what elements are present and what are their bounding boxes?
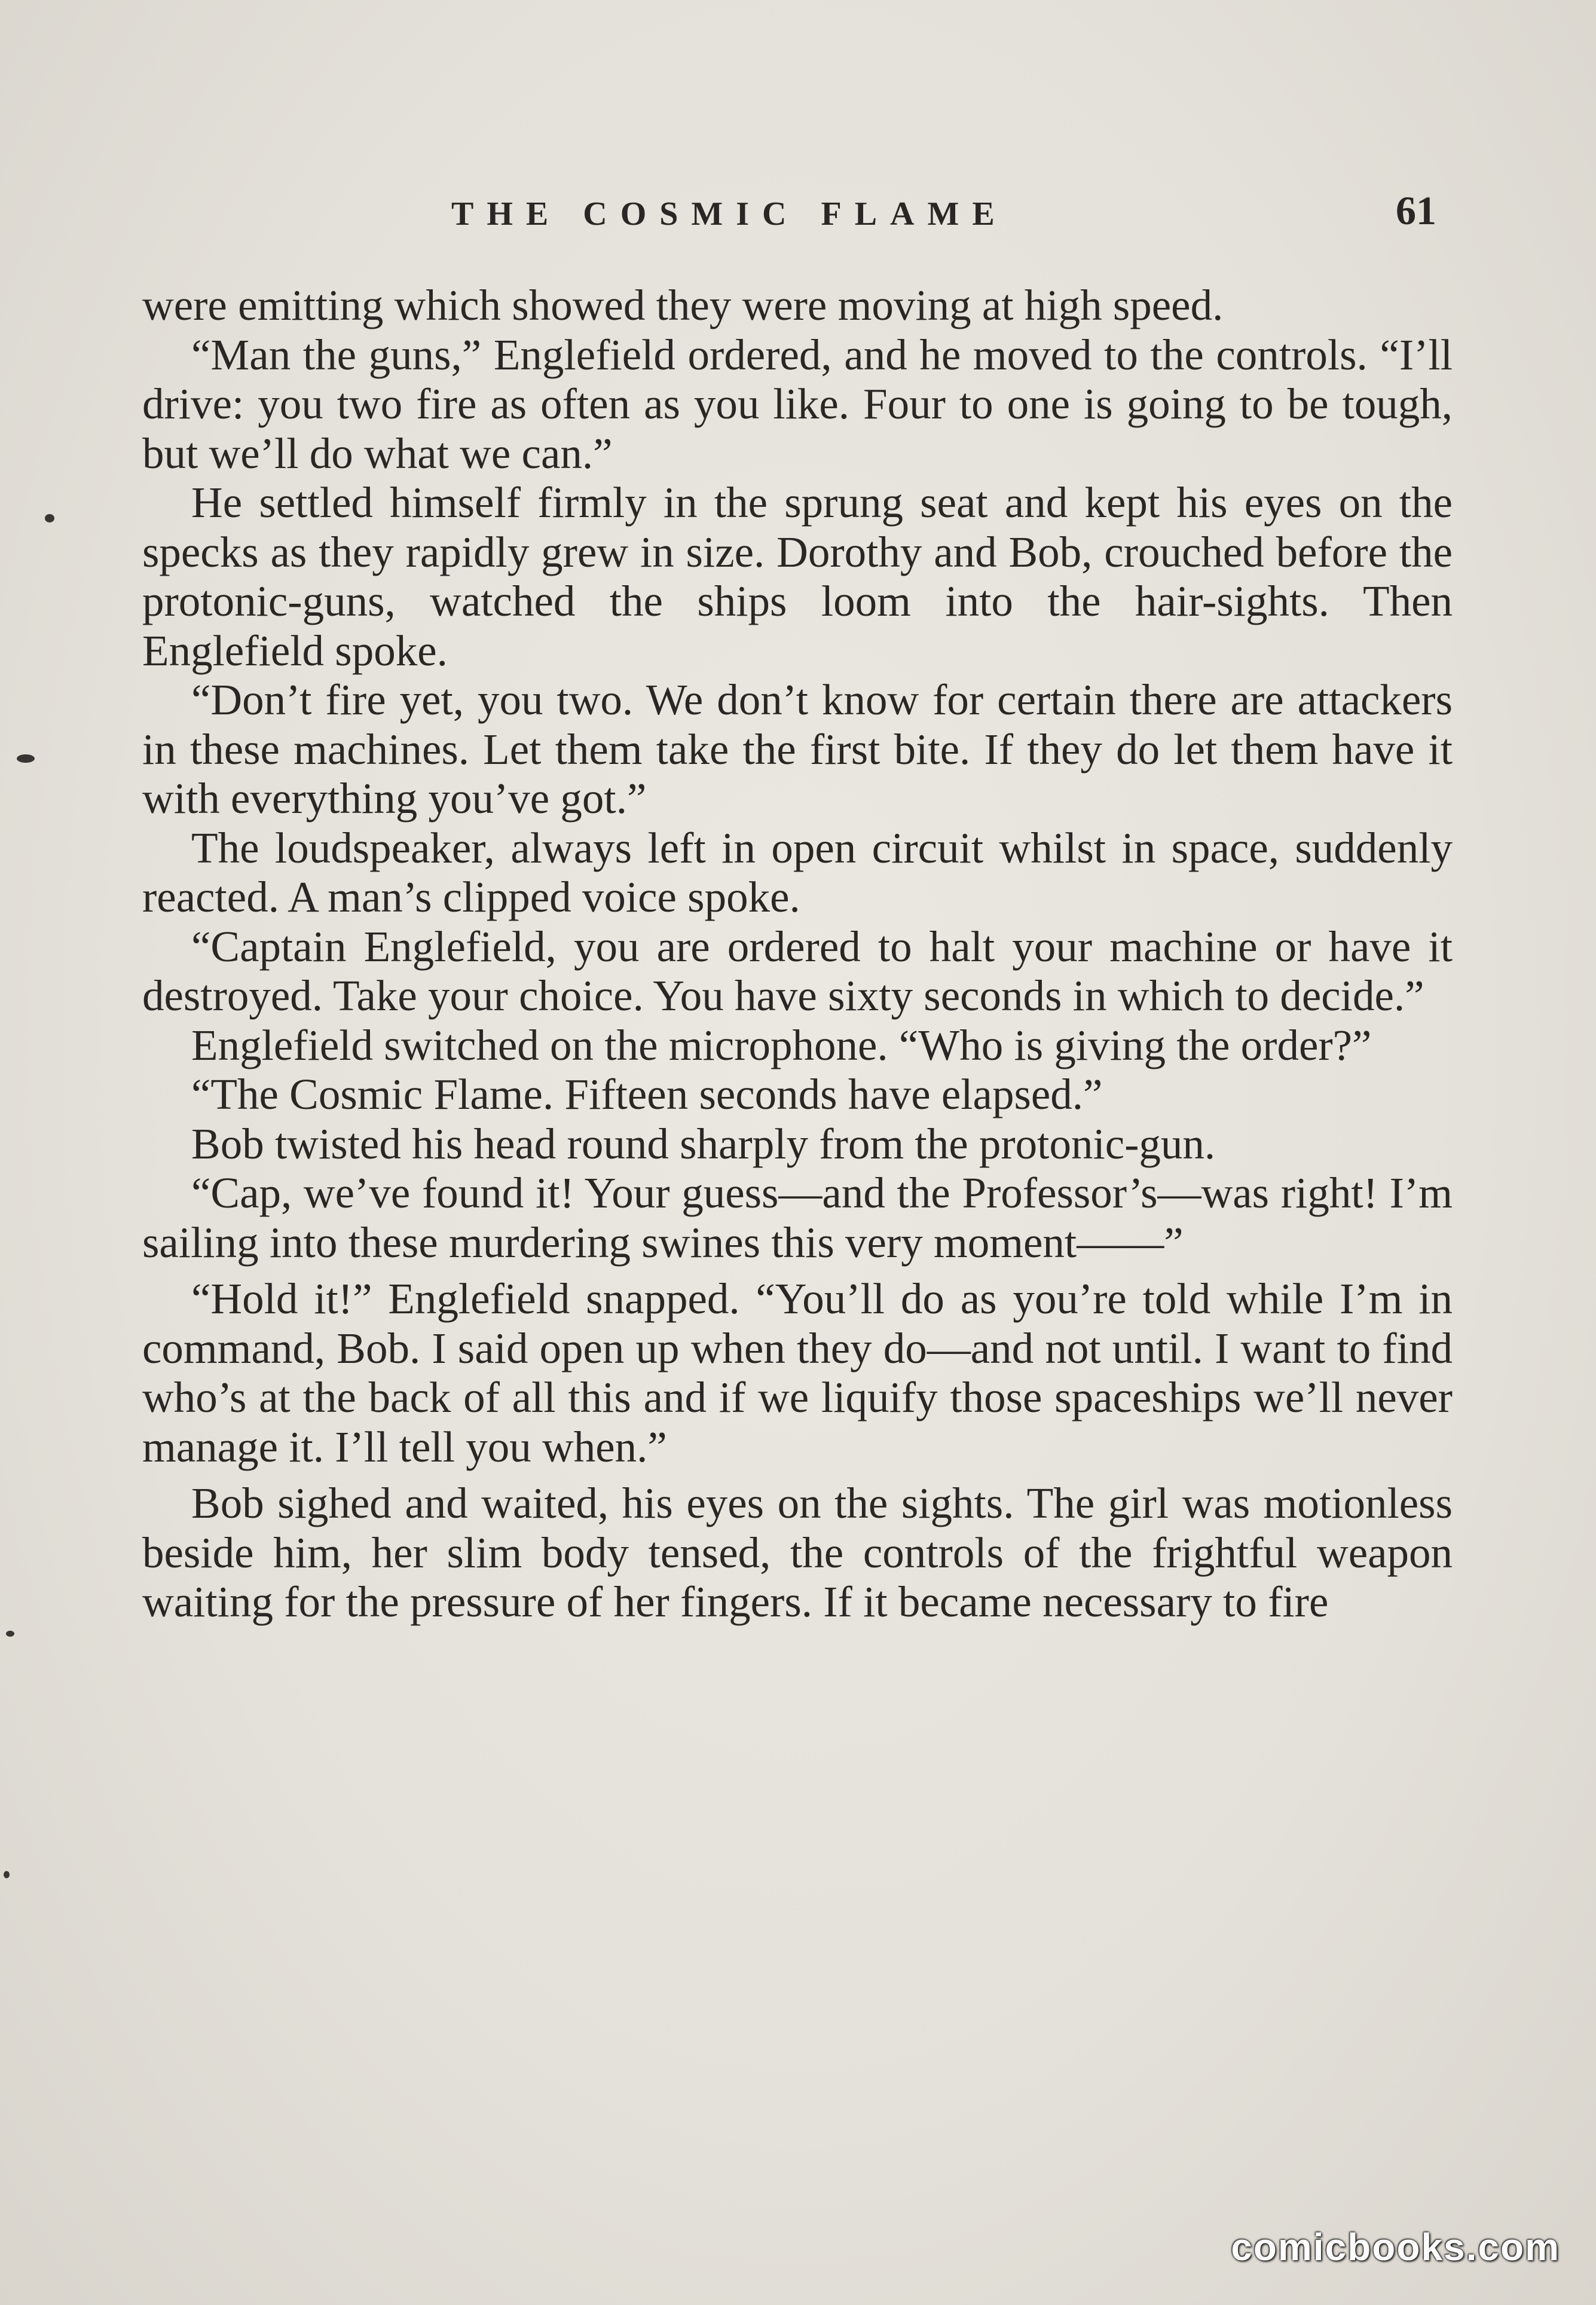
paragraph: Englefield switched on the microphone. “Who is giving the order?” xyxy=(191,1020,1372,1069)
paragraph: “Cap, we’ve found it! Your guess—and the Professor’s—was right! I’m sailing into these murdering swines this very moment——” xyxy=(142,1169,1453,1267)
paragraph: “Man the guns,” Englefield ordered, and he moved to the controls. “I’ll drive: you two fire as often as you like. Four to one is going to be tough, but we’ll do what we can.” xyxy=(142,330,1453,478)
paper-speck xyxy=(4,1871,10,1878)
paragraph: Bob twisted his head round sharply from the protonic-gun. xyxy=(191,1119,1216,1168)
page-header xyxy=(0,190,1596,238)
paragraph: “Don’t fire yet, you two. We don’t know for certain there are attackers in these machines. Let them take the first bite. If they do let them have it with everything you’ve got.” xyxy=(142,675,1453,823)
paragraph: “Captain Englefield, you are ordered to halt your machine or have it destroyed. Take your choice. You have sixty seconds in which to decide.” xyxy=(142,922,1453,1020)
paper-speck xyxy=(45,514,54,522)
paper-speck xyxy=(17,754,35,763)
paper-speck xyxy=(6,1631,14,1637)
paragraph: Bob sighed and waited, his eyes on the sights. The girl was motionless beside him, her slim body tensed, the controls of the frightful weapon waiting for the pressure of her fingers. If it became necessary to fire xyxy=(142,1479,1453,1626)
paragraph: “The Cosmic Flame. Fifteen seconds have elapsed.” xyxy=(191,1070,1103,1118)
paragraph: were emitting which showed they were moving at high speed. xyxy=(142,281,1224,329)
paragraph: He settled himself firmly in the sprung seat and kept his eyes on the specks as they rapidly grew in size. Dorothy and Bob, crouched before the protonic-guns, watched the ships loom into the hair-sights. Then Englefield spoke. xyxy=(142,478,1453,675)
running-title: THE COSMIC FLAME xyxy=(451,195,1008,233)
body-text xyxy=(142,281,1453,1627)
watermark: comicbooks.com xyxy=(1231,2225,1560,2269)
paragraph: “Hold it!” Englefield snapped. “You’ll do as you’re told while I’m in command, Bob. I said open up when they do—and not until. I want to find who’s at the back of all this and if we liquify those spaceships we’ll never manage it. I’ll tell you when.” xyxy=(142,1274,1453,1471)
page-number: 61 xyxy=(1396,188,1436,233)
paragraph: The loudspeaker, always left in open circuit whilst in space, suddenly reacted. A man’s clipped voice spoke. xyxy=(142,823,1453,921)
